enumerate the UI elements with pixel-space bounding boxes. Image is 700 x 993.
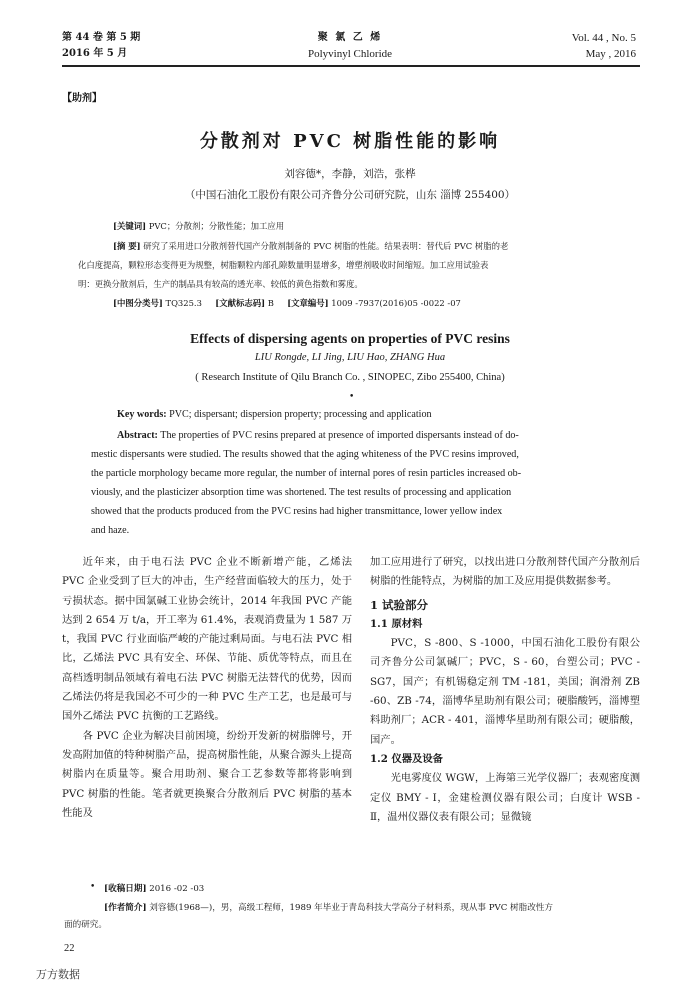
title-en: Effects of dispersing agents on properties of PVC resins <box>190 331 510 346</box>
right-paragraph-instruments: 光电雾度仪 WGW，上海第三光学仪器厂；表观密度测定仪 BMY - Ⅰ，金建检测仪器有限公司；白度计 WSB - Ⅱ，温州仪器仪表有限公司；显微镜 <box>370 772 640 823</box>
footnote-received <box>104 882 204 897</box>
classification-line <box>113 296 461 311</box>
journal-date-cn: 2016 年 5 月 <box>62 48 128 59</box>
journal-volume-cn: 第 44 卷 第 5 期 <box>62 32 141 43</box>
clc-label: [中图分类号] <box>113 298 163 308</box>
watermark: 万方数据 <box>36 968 80 981</box>
abstract-cn-label: [摘 要] <box>113 241 141 251</box>
keywords-cn-label: [关键词] <box>113 221 147 231</box>
left-paragraph-1: 近年来，由于电石法 PVC 企业不断新增产能，乙烯法 PVC 企业受到了巨大的冲击，生产经营面临较大的压力，处于亏损状态。据中国氯碱工业协会统计，2014 年我国 PVC 产能达到 2 654 万 t/a，开工率为 61.4%，表观消费量为 1 587 万 t，我国 PVC 行业面临严峻的产能过剩局面。与电石法 PVC 相比，乙烯法 PVC 具有安全、环保、节能、质优等特点，而且在高档透明制品领域有着电石法 PVC 树脂无法替代的优势，因而乙烯法仍将是我国必不可少的一种 PVC 生产工艺，也是最可与国外乙烯法 PVC 抗衡的工艺路线。 <box>62 556 352 723</box>
bio-label: [作者简介] <box>104 903 147 913</box>
abstract-en-line5: showed that the products produced from the PVC resins had higher transmittance, lower yellow index <box>91 506 503 517</box>
journal-name-cn: 聚 氯 乙 烯 <box>317 32 383 43</box>
abstract-cn-line2: 化白度提高，颗粒形态变得更为规整，树脂颗粒内部孔隙数量明显增多，增塑剂吸收时间缩短。加工应用试验表 <box>78 260 489 270</box>
authors-cn: 刘容德*，李静，刘浩，张桦 <box>284 168 416 180</box>
journal-name-en: Polyvinyl Chloride <box>307 48 393 60</box>
abstract-en-line2: mestic dispersants were studied. The results showed that the aging whiteness of the PVC resins improved, <box>91 449 519 460</box>
affiliation-cn: （中国石油化工股份有限公司齐鲁分公司研究院，山东 淄博 255400） <box>184 189 516 201</box>
subsection-heading-1-1: 1.1 原材料 <box>370 617 423 630</box>
separator-dot: • <box>349 392 355 402</box>
journal-volume-en: Vol. 44 , No. 5 <box>571 32 636 44</box>
abstract-en-line6: and haze. <box>91 525 130 536</box>
page-number: 22 <box>64 943 75 954</box>
received-label: [收稿日期] <box>104 884 147 894</box>
clc-value: TQ325.3 <box>165 298 202 308</box>
received-value: 2016 -02 -03 <box>149 884 205 894</box>
header-rule <box>62 65 640 67</box>
left-paragraph-2: 各 PVC 企业为解决目前困境，纷纷开发新的树脂牌号，开发高附加值的特种树脂产品，提高树脂性能，从聚合源头上提高树脂内在质量等。聚合用助剂、聚合工艺参数等都将影响到 PVC 树脂的性能。笔者就更换聚合分散剂后 PVC 树脂的基本性能及 <box>62 729 352 819</box>
right-paragraph-materials: PVC，S -800、S -1000，中国石油化工股份有限公司齐鲁分公司氯碱厂；PVC，S - 60，台塑公司；PVC -SG7，国产；有机锡稳定剂 TM -181，美国；润滑剂 ZB -60、ZB -74，淄博华星助剂有限公司；硬脂酸钙，淄博塑料助剂厂；ACR - 401，淄博华星助剂有限公司；硬脂酸，国产。 <box>370 637 640 746</box>
footnote-bio-line2: 面的研究。 <box>64 920 107 930</box>
keywords-cn <box>113 219 633 234</box>
doc-code-value: B <box>267 298 274 308</box>
abstract-en-line1: Abstract: The properties of PVC resins prepared at presence of imported dispersants instead of do- <box>117 430 519 441</box>
abstract-cn-line3: 明：更换分散剂后，生产的制品具有较高的透光率、较低的黄色指数和雾度。 <box>78 279 363 289</box>
footnote-bio-line1: [作者简介] 刘容德(1968—)，男，高级工程师，1989 年毕业于青岛科技大学高分子材料系，现从事 PVC 树脂改性方 <box>104 903 554 913</box>
doc-code-label: [文献标志码] <box>215 298 266 308</box>
section-heading-1: 1 试验部分 <box>370 597 429 612</box>
authors-en: LIU Rongde, LI Jing, LIU Hao, ZHANG Hua <box>254 352 446 363</box>
abstract-cn-line1: [摘 要] 研究了采用进口分散剂替代国产分散剂制备的 PVC 树脂的性能。结果表明：替代后 PVC 树脂的老 <box>113 241 509 251</box>
keywords-en <box>117 405 637 424</box>
article-number-label: [文章编号] <box>287 298 329 308</box>
title-cn: 分散剂对 PVC 树脂性能的影响 <box>199 131 501 152</box>
abstract-en-line4: viously, and the plasticizer absorption time was shortened. The test results of processing and application <box>91 487 512 498</box>
abstract-en-line3: the particle morphology became more regular, the number of internal pores of resin particles increased ob- <box>91 468 522 479</box>
keywords-cn-text: PVC；分散剂；分散性能；加工应用 <box>148 221 285 231</box>
keywords-en-label: Key words: <box>117 409 167 420</box>
subsection-heading-1-2: 1.2 仪器及设备 <box>370 752 443 765</box>
footnote-dot: • <box>90 882 96 892</box>
article-number-value: 1009 -7937(2016)05 -0022 -07 <box>331 298 461 308</box>
section-tag: 【助剂】 <box>62 93 102 104</box>
affiliation-en: ( Research Institute of Qilu Branch Co. , SINOPEC, Zibo 255400, China) <box>195 372 505 383</box>
abstract-en-label: Abstract: <box>117 430 158 441</box>
journal-date-en: May , 2016 <box>585 48 636 60</box>
left-column <box>62 553 352 823</box>
keywords-en-text: PVC; dispersant; dispersion property; processing and application <box>169 409 432 420</box>
right-paragraph-1: 加工应用进行了研究，以找出进口分散剂替代国产分散剂后树脂的性能特点，为树脂的加工及应用提供数据参考。 <box>370 556 640 588</box>
right-column <box>370 553 640 827</box>
